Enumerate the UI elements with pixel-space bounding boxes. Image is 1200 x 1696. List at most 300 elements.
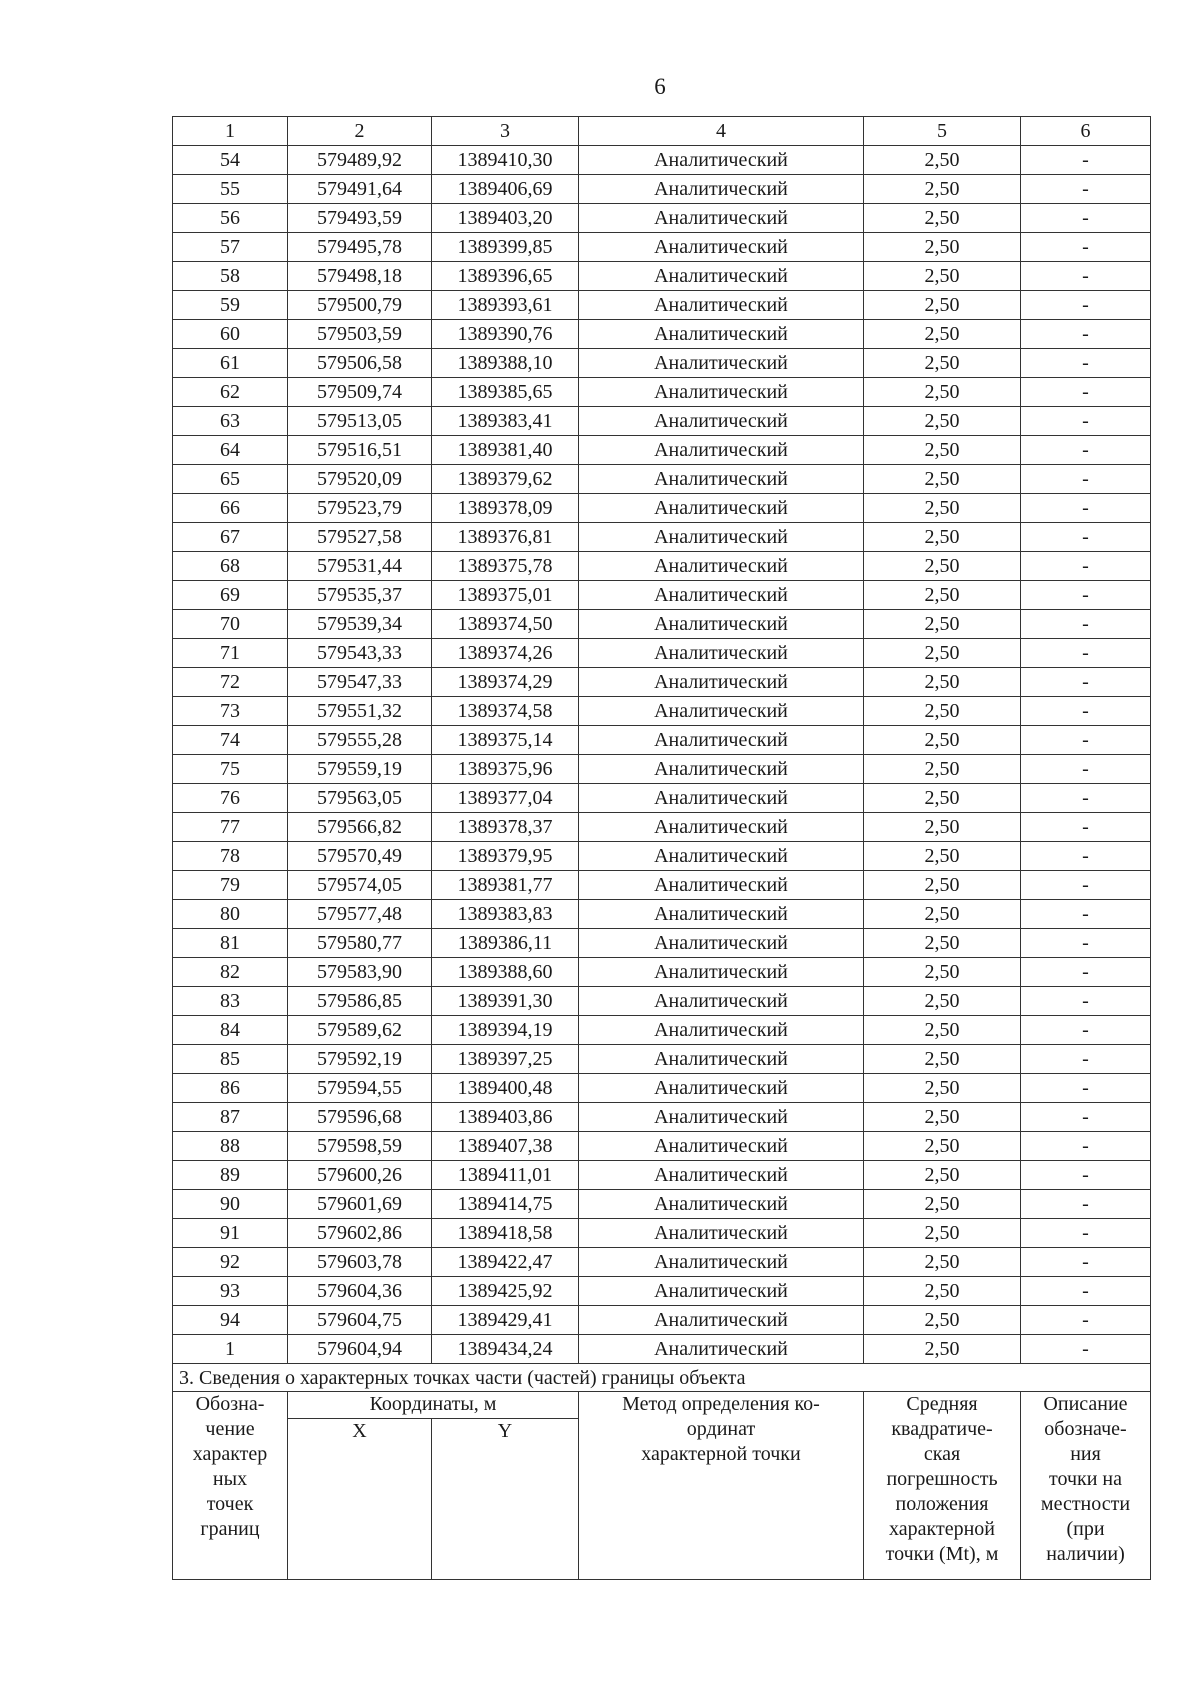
method-cell: Аналитический xyxy=(579,842,864,871)
method-cell: Аналитический xyxy=(579,465,864,494)
x-coordinate-cell: 579535,37 xyxy=(288,581,432,610)
header-line: Описание xyxy=(1043,1393,1128,1415)
x-coordinate-cell: 579602,86 xyxy=(288,1219,432,1248)
header-line: погрешность xyxy=(886,1468,998,1490)
error-cell: 2,50 xyxy=(864,1277,1021,1306)
description-cell: - xyxy=(1021,436,1151,465)
x-coordinate-cell: 579506,58 xyxy=(288,349,432,378)
point-number-cell: 83 xyxy=(173,987,288,1016)
error-cell: 2,50 xyxy=(864,552,1021,581)
x-coordinate-cell: 579601,69 xyxy=(288,1190,432,1219)
header-line: границ xyxy=(200,1518,260,1540)
error-cell: 2,50 xyxy=(864,436,1021,465)
point-number-cell: 91 xyxy=(173,1219,288,1248)
header-line: Обозна- xyxy=(195,1393,265,1415)
header-designation xyxy=(173,1392,288,1580)
y-coordinate-cell: 1389422,47 xyxy=(432,1248,579,1277)
section-3 xyxy=(173,1364,1151,1580)
column-number: 2 xyxy=(288,117,432,146)
error-cell: 2,50 xyxy=(864,233,1021,262)
error-cell: 2,50 xyxy=(864,465,1021,494)
y-coordinate-cell: 1389434,24 xyxy=(432,1335,579,1364)
point-number-cell: 1 xyxy=(173,1335,288,1364)
point-number-cell: 89 xyxy=(173,1161,288,1190)
description-cell: - xyxy=(1021,523,1151,552)
table-row xyxy=(173,784,1151,813)
header-x: X xyxy=(288,1419,432,1580)
header-y: Y xyxy=(432,1419,579,1580)
y-coordinate-cell: 1389429,41 xyxy=(432,1306,579,1335)
description-cell: - xyxy=(1021,349,1151,378)
method-cell: Аналитический xyxy=(579,378,864,407)
error-cell: 2,50 xyxy=(864,900,1021,929)
method-cell: Аналитический xyxy=(579,1132,864,1161)
x-coordinate-cell: 579566,82 xyxy=(288,813,432,842)
table-row xyxy=(173,929,1151,958)
y-coordinate-cell: 1389379,62 xyxy=(432,465,579,494)
error-cell: 2,50 xyxy=(864,1103,1021,1132)
error-cell: 2,50 xyxy=(864,755,1021,784)
method-cell: Аналитический xyxy=(579,494,864,523)
y-coordinate-cell: 1389383,83 xyxy=(432,900,579,929)
header-method xyxy=(579,1392,864,1580)
description-cell: - xyxy=(1021,1219,1151,1248)
header-line: ская xyxy=(923,1443,961,1465)
x-coordinate-cell: 579520,09 xyxy=(288,465,432,494)
point-number-cell: 65 xyxy=(173,465,288,494)
y-coordinate-cell: 1389388,10 xyxy=(432,349,579,378)
point-number-cell: 72 xyxy=(173,668,288,697)
table-row xyxy=(173,900,1151,929)
table-row xyxy=(173,813,1151,842)
method-cell: Аналитический xyxy=(579,1248,864,1277)
error-cell: 2,50 xyxy=(864,204,1021,233)
point-number-cell: 73 xyxy=(173,697,288,726)
x-coordinate-cell: 579580,77 xyxy=(288,929,432,958)
table-row xyxy=(173,523,1151,552)
method-cell: Аналитический xyxy=(579,262,864,291)
point-number-cell: 87 xyxy=(173,1103,288,1132)
error-cell: 2,50 xyxy=(864,523,1021,552)
header-line: точки на xyxy=(1048,1468,1123,1490)
table-row xyxy=(173,1335,1151,1364)
y-coordinate-cell: 1389375,14 xyxy=(432,726,579,755)
y-coordinate-cell: 1389375,01 xyxy=(432,581,579,610)
description-cell: - xyxy=(1021,1248,1151,1277)
table-row xyxy=(173,349,1151,378)
method-cell: Аналитический xyxy=(579,813,864,842)
table-row xyxy=(173,1103,1151,1132)
y-coordinate-cell: 1389374,58 xyxy=(432,697,579,726)
method-cell: Аналитический xyxy=(579,610,864,639)
point-number-cell: 88 xyxy=(173,1132,288,1161)
y-coordinate-cell: 1389381,40 xyxy=(432,436,579,465)
method-cell: Аналитический xyxy=(579,1335,864,1364)
point-number-cell: 92 xyxy=(173,1248,288,1277)
description-cell: - xyxy=(1021,204,1151,233)
y-coordinate-cell: 1389390,76 xyxy=(432,320,579,349)
x-coordinate-cell: 579563,05 xyxy=(288,784,432,813)
header-line: местности xyxy=(1040,1493,1131,1515)
table-row xyxy=(173,755,1151,784)
error-cell: 2,50 xyxy=(864,146,1021,175)
table-row xyxy=(173,958,1151,987)
table-row xyxy=(173,639,1151,668)
description-cell: - xyxy=(1021,581,1151,610)
table-row xyxy=(173,842,1151,871)
x-coordinate-cell: 579531,44 xyxy=(288,552,432,581)
x-coordinate-cell: 579509,74 xyxy=(288,378,432,407)
y-coordinate-cell: 1389377,04 xyxy=(432,784,579,813)
x-coordinate-cell: 579491,64 xyxy=(288,175,432,204)
x-coordinate-cell: 579603,78 xyxy=(288,1248,432,1277)
table-row xyxy=(173,146,1151,175)
x-coordinate-cell: 579594,55 xyxy=(288,1074,432,1103)
point-number-cell: 90 xyxy=(173,1190,288,1219)
y-coordinate-cell: 1389388,60 xyxy=(432,958,579,987)
header-line: точки (Mt), м xyxy=(885,1543,999,1565)
y-coordinate-cell: 1389414,75 xyxy=(432,1190,579,1219)
table-row xyxy=(173,668,1151,697)
point-number-cell: 84 xyxy=(173,1016,288,1045)
description-cell: - xyxy=(1021,378,1151,407)
method-cell: Аналитический xyxy=(579,349,864,378)
table-row xyxy=(173,1161,1151,1190)
error-cell: 2,50 xyxy=(864,1045,1021,1074)
point-number-cell: 55 xyxy=(173,175,288,204)
error-cell: 2,50 xyxy=(864,1132,1021,1161)
point-number-cell: 94 xyxy=(173,1306,288,1335)
method-cell: Аналитический xyxy=(579,204,864,233)
x-coordinate-cell: 579503,59 xyxy=(288,320,432,349)
method-cell: Аналитический xyxy=(579,320,864,349)
method-cell: Аналитический xyxy=(579,958,864,987)
description-cell: - xyxy=(1021,291,1151,320)
method-cell: Аналитический xyxy=(579,552,864,581)
header-line: ординат xyxy=(686,1418,756,1440)
y-coordinate-cell: 1389411,01 xyxy=(432,1161,579,1190)
x-coordinate-cell: 579604,94 xyxy=(288,1335,432,1364)
description-cell: - xyxy=(1021,929,1151,958)
description-cell: - xyxy=(1021,233,1151,262)
section-header-row xyxy=(173,1392,1151,1419)
table-row xyxy=(173,378,1151,407)
point-number-cell: 82 xyxy=(173,958,288,987)
header-error xyxy=(864,1392,1021,1580)
y-coordinate-cell: 1389376,81 xyxy=(432,523,579,552)
column-number: 1 xyxy=(173,117,288,146)
description-cell: - xyxy=(1021,871,1151,900)
error-cell: 2,50 xyxy=(864,726,1021,755)
description-cell: - xyxy=(1021,1045,1151,1074)
description-cell: - xyxy=(1021,813,1151,842)
point-number-cell: 63 xyxy=(173,407,288,436)
method-cell: Аналитический xyxy=(579,523,864,552)
y-coordinate-cell: 1389391,30 xyxy=(432,987,579,1016)
description-cell: - xyxy=(1021,262,1151,291)
y-coordinate-cell: 1389381,77 xyxy=(432,871,579,900)
point-number-cell: 61 xyxy=(173,349,288,378)
section-title: 3. Сведения о характерных точках части (частей) границы объекта xyxy=(173,1364,1151,1392)
y-coordinate-cell: 1389375,96 xyxy=(432,755,579,784)
description-cell: - xyxy=(1021,552,1151,581)
error-cell: 2,50 xyxy=(864,581,1021,610)
method-cell: Аналитический xyxy=(579,726,864,755)
point-number-cell: 71 xyxy=(173,639,288,668)
header-line: (при xyxy=(1066,1518,1105,1540)
method-cell: Аналитический xyxy=(579,146,864,175)
x-coordinate-cell: 579513,05 xyxy=(288,407,432,436)
table-row xyxy=(173,407,1151,436)
header-line: квадратиче- xyxy=(891,1418,993,1440)
y-coordinate-cell: 1389397,25 xyxy=(432,1045,579,1074)
header-line: точек xyxy=(206,1493,254,1515)
point-number-cell: 56 xyxy=(173,204,288,233)
y-coordinate-cell: 1389403,20 xyxy=(432,204,579,233)
error-cell: 2,50 xyxy=(864,262,1021,291)
description-cell: - xyxy=(1021,610,1151,639)
description-cell: - xyxy=(1021,900,1151,929)
table-row xyxy=(173,291,1151,320)
column-number: 5 xyxy=(864,117,1021,146)
error-cell: 2,50 xyxy=(864,1190,1021,1219)
table-row xyxy=(173,262,1151,291)
point-number-cell: 74 xyxy=(173,726,288,755)
table-row xyxy=(173,726,1151,755)
table-row xyxy=(173,552,1151,581)
header-line: наличии) xyxy=(1046,1543,1125,1565)
point-number-cell: 85 xyxy=(173,1045,288,1074)
header-line: характерной xyxy=(889,1518,995,1540)
description-cell: - xyxy=(1021,1335,1151,1364)
point-number-cell: 78 xyxy=(173,842,288,871)
description-cell: - xyxy=(1021,1190,1151,1219)
x-coordinate-cell: 579589,62 xyxy=(288,1016,432,1045)
method-cell: Аналитический xyxy=(579,987,864,1016)
x-coordinate-cell: 579577,48 xyxy=(288,900,432,929)
error-cell: 2,50 xyxy=(864,320,1021,349)
description-cell: - xyxy=(1021,146,1151,175)
table-row xyxy=(173,1248,1151,1277)
table-row xyxy=(173,581,1151,610)
table-row xyxy=(173,697,1151,726)
method-cell: Аналитический xyxy=(579,668,864,697)
description-cell: - xyxy=(1021,1306,1151,1335)
y-coordinate-cell: 1389410,30 xyxy=(432,146,579,175)
error-cell: 2,50 xyxy=(864,842,1021,871)
table-row xyxy=(173,1045,1151,1074)
error-cell: 2,50 xyxy=(864,494,1021,523)
method-cell: Аналитический xyxy=(579,1016,864,1045)
table-row xyxy=(173,610,1151,639)
x-coordinate-cell: 579586,85 xyxy=(288,987,432,1016)
x-coordinate-cell: 579547,33 xyxy=(288,668,432,697)
description-cell: - xyxy=(1021,1277,1151,1306)
description-cell: - xyxy=(1021,755,1151,784)
error-cell: 2,50 xyxy=(864,1248,1021,1277)
x-coordinate-cell: 579592,19 xyxy=(288,1045,432,1074)
method-cell: Аналитический xyxy=(579,1103,864,1132)
method-cell: Аналитический xyxy=(579,639,864,668)
description-cell: - xyxy=(1021,1016,1151,1045)
coordinates-table xyxy=(172,116,1151,1580)
description-cell: - xyxy=(1021,697,1151,726)
header-coordinates: Координаты, м xyxy=(288,1392,579,1419)
table-body xyxy=(173,117,1151,1364)
x-coordinate-cell: 579600,26 xyxy=(288,1161,432,1190)
description-cell: - xyxy=(1021,958,1151,987)
point-number-cell: 86 xyxy=(173,1074,288,1103)
x-coordinate-cell: 579583,90 xyxy=(288,958,432,987)
method-cell: Аналитический xyxy=(579,581,864,610)
method-cell: Аналитический xyxy=(579,291,864,320)
x-coordinate-cell: 579604,75 xyxy=(288,1306,432,1335)
x-coordinate-cell: 579551,32 xyxy=(288,697,432,726)
method-cell: Аналитический xyxy=(579,1306,864,1335)
point-number-cell: 60 xyxy=(173,320,288,349)
error-cell: 2,50 xyxy=(864,639,1021,668)
error-cell: 2,50 xyxy=(864,987,1021,1016)
table-row xyxy=(173,1306,1151,1335)
description-cell: - xyxy=(1021,1103,1151,1132)
point-number-cell: 81 xyxy=(173,929,288,958)
error-cell: 2,50 xyxy=(864,1074,1021,1103)
point-number-cell: 68 xyxy=(173,552,288,581)
x-coordinate-cell: 579543,33 xyxy=(288,639,432,668)
point-number-cell: 80 xyxy=(173,900,288,929)
y-coordinate-cell: 1389396,65 xyxy=(432,262,579,291)
x-coordinate-cell: 579598,59 xyxy=(288,1132,432,1161)
point-number-cell: 69 xyxy=(173,581,288,610)
y-coordinate-cell: 1389375,78 xyxy=(432,552,579,581)
point-number-cell: 76 xyxy=(173,784,288,813)
y-coordinate-cell: 1389379,95 xyxy=(432,842,579,871)
y-coordinate-cell: 1389385,65 xyxy=(432,378,579,407)
column-number: 3 xyxy=(432,117,579,146)
x-coordinate-cell: 579523,79 xyxy=(288,494,432,523)
method-cell: Аналитический xyxy=(579,784,864,813)
description-cell: - xyxy=(1021,494,1151,523)
y-coordinate-cell: 1389378,09 xyxy=(432,494,579,523)
error-cell: 2,50 xyxy=(864,610,1021,639)
description-cell: - xyxy=(1021,987,1151,1016)
method-cell: Аналитический xyxy=(579,1277,864,1306)
header-line: Метод определения ко- xyxy=(622,1393,820,1415)
y-coordinate-cell: 1389418,58 xyxy=(432,1219,579,1248)
method-cell: Аналитический xyxy=(579,697,864,726)
description-cell: - xyxy=(1021,639,1151,668)
description-cell: - xyxy=(1021,668,1151,697)
description-cell: - xyxy=(1021,320,1151,349)
header-line: ных xyxy=(212,1468,248,1490)
x-coordinate-cell: 579596,68 xyxy=(288,1103,432,1132)
description-cell: - xyxy=(1021,1074,1151,1103)
header-line: чение xyxy=(205,1418,255,1440)
method-cell: Аналитический xyxy=(579,1219,864,1248)
x-coordinate-cell: 579489,92 xyxy=(288,146,432,175)
method-cell: Аналитический xyxy=(579,1045,864,1074)
method-cell: Аналитический xyxy=(579,233,864,262)
description-cell: - xyxy=(1021,175,1151,204)
description-cell: - xyxy=(1021,1161,1151,1190)
x-coordinate-cell: 579493,59 xyxy=(288,204,432,233)
table-row xyxy=(173,320,1151,349)
error-cell: 2,50 xyxy=(864,1335,1021,1364)
y-coordinate-cell: 1389403,86 xyxy=(432,1103,579,1132)
method-cell: Аналитический xyxy=(579,1190,864,1219)
error-cell: 2,50 xyxy=(864,1306,1021,1335)
x-coordinate-cell: 579539,34 xyxy=(288,610,432,639)
error-cell: 2,50 xyxy=(864,1016,1021,1045)
point-number-cell: 70 xyxy=(173,610,288,639)
point-number-cell: 57 xyxy=(173,233,288,262)
method-cell: Аналитический xyxy=(579,871,864,900)
method-cell: Аналитический xyxy=(579,900,864,929)
point-number-cell: 79 xyxy=(173,871,288,900)
header-line: положения xyxy=(895,1493,989,1515)
description-cell: - xyxy=(1021,465,1151,494)
method-cell: Аналитический xyxy=(579,929,864,958)
table-row xyxy=(173,871,1151,900)
table-row xyxy=(173,465,1151,494)
x-coordinate-cell: 579604,36 xyxy=(288,1277,432,1306)
table-row xyxy=(173,1132,1151,1161)
header-line: Средняя xyxy=(906,1393,978,1415)
y-coordinate-cell: 1389374,26 xyxy=(432,639,579,668)
description-cell: - xyxy=(1021,784,1151,813)
page-number: 6 xyxy=(654,74,666,99)
y-coordinate-cell: 1389386,11 xyxy=(432,929,579,958)
table-row xyxy=(173,1219,1151,1248)
y-coordinate-cell: 1389406,69 xyxy=(432,175,579,204)
point-number-cell: 75 xyxy=(173,755,288,784)
method-cell: Аналитический xyxy=(579,436,864,465)
point-number-cell: 93 xyxy=(173,1277,288,1306)
y-coordinate-cell: 1389374,50 xyxy=(432,610,579,639)
y-coordinate-cell: 1389399,85 xyxy=(432,233,579,262)
header-line: характер xyxy=(192,1443,268,1465)
error-cell: 2,50 xyxy=(864,813,1021,842)
x-coordinate-cell: 579527,58 xyxy=(288,523,432,552)
x-coordinate-cell: 579500,79 xyxy=(288,291,432,320)
header-line: ния xyxy=(1070,1443,1101,1465)
description-cell: - xyxy=(1021,726,1151,755)
error-cell: 2,50 xyxy=(864,378,1021,407)
y-coordinate-cell: 1389378,37 xyxy=(432,813,579,842)
y-coordinate-cell: 1389400,48 xyxy=(432,1074,579,1103)
point-number-cell: 62 xyxy=(173,378,288,407)
error-cell: 2,50 xyxy=(864,175,1021,204)
method-cell: Аналитический xyxy=(579,407,864,436)
column-number-row xyxy=(173,117,1151,146)
column-number: 4 xyxy=(579,117,864,146)
x-coordinate-cell: 579570,49 xyxy=(288,842,432,871)
error-cell: 2,50 xyxy=(864,291,1021,320)
table-row xyxy=(173,1016,1151,1045)
point-number-cell: 67 xyxy=(173,523,288,552)
method-cell: Аналитический xyxy=(579,175,864,204)
table-row xyxy=(173,494,1151,523)
error-cell: 2,50 xyxy=(864,958,1021,987)
method-cell: Аналитический xyxy=(579,755,864,784)
y-coordinate-cell: 1389393,61 xyxy=(432,291,579,320)
header-line: характерной точки xyxy=(641,1443,801,1465)
error-cell: 2,50 xyxy=(864,1219,1021,1248)
x-coordinate-cell: 579498,18 xyxy=(288,262,432,291)
method-cell: Аналитический xyxy=(579,1161,864,1190)
y-coordinate-cell: 1389374,29 xyxy=(432,668,579,697)
table-row xyxy=(173,436,1151,465)
